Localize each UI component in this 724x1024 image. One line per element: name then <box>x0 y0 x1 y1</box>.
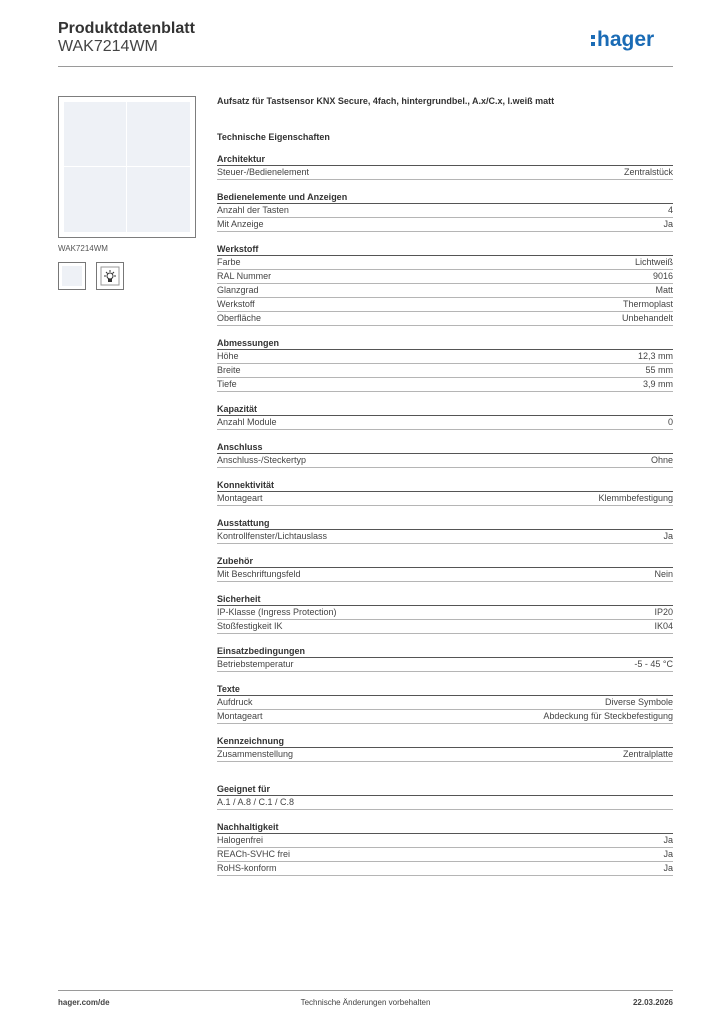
property-value: IK04 <box>654 621 673 631</box>
property-label: Tiefe <box>217 379 237 389</box>
product-thumbnail[interactable] <box>58 262 86 290</box>
property-value: Ja <box>663 531 673 541</box>
section-title: Kennzeichnung <box>217 735 673 748</box>
disclaimer: Technische Änderungen vorbehalten <box>300 998 431 1007</box>
property-row <box>217 364 673 378</box>
property-value: Nein <box>654 569 673 579</box>
property-value: Klemmbefestigung <box>598 493 673 503</box>
property-label: REACh-SVHC frei <box>217 849 291 859</box>
property-label: Mit Anzeige <box>217 219 264 229</box>
property-row <box>217 862 673 876</box>
section-kennzeichnung <box>217 735 673 762</box>
property-row <box>217 284 673 298</box>
property-row <box>217 620 673 634</box>
property-value: Thermoplast <box>622 299 673 309</box>
section-texte <box>217 683 673 724</box>
property-value: 55 mm <box>645 365 673 375</box>
property-label: Breite <box>217 365 241 375</box>
light-bulb-icon[interactable] <box>96 262 124 290</box>
website-link[interactable]: hager.com/de <box>58 998 110 1007</box>
property-value: Ja <box>663 219 673 229</box>
property-value: 3,9 mm <box>642 379 673 389</box>
property-value: Ja <box>663 835 673 845</box>
property-row <box>217 270 673 284</box>
property-row <box>217 416 673 430</box>
property-label: Steuer-/Bedienelement <box>217 167 310 177</box>
property-row <box>217 796 673 810</box>
property-label: Anzahl Module <box>217 417 277 427</box>
document-title: Produktdatenblatt <box>58 20 195 37</box>
section-sicherheit <box>217 593 673 634</box>
property-value: 0 <box>667 417 673 427</box>
property-row <box>217 312 673 326</box>
product-image[interactable] <box>58 96 196 238</box>
property-label: Betriebstemperatur <box>217 659 294 669</box>
section-title: Geeignet für <box>217 783 673 796</box>
property-label: Glanzgrad <box>217 285 259 295</box>
section-ausstattung <box>217 517 673 544</box>
product-code: WAK7214WM <box>58 38 158 55</box>
property-value: 12,3 mm <box>637 351 673 361</box>
property-row <box>217 350 673 364</box>
property-row <box>217 696 673 710</box>
property-row <box>217 606 673 620</box>
product-details <box>217 96 673 887</box>
property-row <box>217 218 673 232</box>
section-title: Konnektivität <box>217 479 673 492</box>
property-row <box>217 568 673 582</box>
property-row <box>217 454 673 468</box>
product-image-caption: WAK7214WM <box>58 244 108 253</box>
property-label: Halogenfrei <box>217 835 264 845</box>
property-value: Ja <box>663 863 673 873</box>
property-label: Kontrollfenster/Lichtauslass <box>217 531 328 541</box>
section-title: Nachhaltigkeit <box>217 821 673 834</box>
property-label: Farbe <box>217 257 241 267</box>
property-row <box>217 530 673 544</box>
property-label: RoHS-konform <box>217 863 277 873</box>
section-title: Werkstoff <box>217 243 673 256</box>
section-geeignet-fuer <box>217 783 673 810</box>
section-title: Zubehör <box>217 555 673 568</box>
property-row <box>217 204 673 218</box>
document-date: 22.03.2026 <box>632 998 673 1007</box>
property-label: Anschluss-/Steckertyp <box>217 455 307 465</box>
section-title: Bedienelemente und Anzeigen <box>217 191 673 204</box>
property-row <box>217 710 673 724</box>
property-label: Stoßfestigkeit IK <box>217 621 283 631</box>
section-title: Einsatzbedingungen <box>217 645 673 658</box>
section-werkstoff <box>217 243 673 326</box>
property-row <box>217 834 673 848</box>
property-label: Höhe <box>217 351 239 361</box>
property-label: Werkstoff <box>217 299 255 309</box>
section-title: Anschluss <box>217 441 673 454</box>
property-row <box>217 378 673 392</box>
technical-properties-heading: Technische Eigenschaften <box>217 132 330 142</box>
property-label: RAL Nummer <box>217 271 272 281</box>
section-kapazitaet <box>217 403 673 430</box>
property-row <box>217 166 673 180</box>
property-sections <box>217 153 673 762</box>
property-row <box>217 298 673 312</box>
property-value: 9016 <box>652 271 673 281</box>
svg-text:hager: hager <box>597 28 655 51</box>
property-row <box>217 748 673 762</box>
property-label: Aufdruck <box>217 697 253 707</box>
section-title: Texte <box>217 683 673 696</box>
section-einsatzbedingungen <box>217 645 673 672</box>
property-row <box>217 848 673 862</box>
property-value: 4 <box>667 205 673 215</box>
section-architektur <box>217 153 673 180</box>
page-header <box>58 20 673 64</box>
section-title: Sicherheit <box>217 593 673 606</box>
section-title: Ausstattung <box>217 517 673 530</box>
property-value: IP20 <box>654 607 673 617</box>
section-title: Abmessungen <box>217 337 673 350</box>
property-value: Zentralstück <box>623 167 673 177</box>
hager-logo <box>591 26 673 52</box>
property-value: Abdeckung für Steckbefestigung <box>543 711 673 721</box>
section-title: Kapazität <box>217 403 673 416</box>
property-value: Matt <box>655 285 673 295</box>
property-value: Ohne <box>650 455 673 465</box>
property-row <box>217 256 673 270</box>
property-value: Ja <box>663 849 673 859</box>
property-value: Lichtweiß <box>634 257 673 267</box>
property-label: Oberfläche <box>217 313 262 323</box>
property-label: Zusammenstellung <box>217 749 294 759</box>
additional-sections <box>217 783 673 876</box>
property-label: Anzahl der Tasten <box>217 205 289 215</box>
property-label: A.1 / A.8 / C.1 / C.8 <box>217 797 295 807</box>
property-row <box>217 492 673 506</box>
property-row <box>217 658 673 672</box>
product-description: Aufsatz für Tastsensor KNX Secure, 4fach, hintergrundbel., A.x/C.x, l.weiß matt <box>217 96 555 106</box>
property-label: IP-Klasse (Ingress Protection) <box>217 607 337 617</box>
property-value: Unbehandelt <box>621 313 673 323</box>
property-label: Montageart <box>217 711 263 721</box>
footer-divider <box>58 990 673 991</box>
section-title: Architektur <box>217 153 673 166</box>
section-zubehoer <box>217 555 673 582</box>
header-divider <box>58 66 673 67</box>
property-label: Mit Beschriftungsfeld <box>217 569 301 579</box>
section-konnektivitaet <box>217 479 673 506</box>
section-abmessungen <box>217 337 673 392</box>
section-anschluss <box>217 441 673 468</box>
property-value: Zentralplatte <box>622 749 673 759</box>
property-value: -5 - 45 °C <box>634 659 673 669</box>
property-value: Diverse Symbole <box>604 697 673 707</box>
section-bedienelemente-und-anzeigen <box>217 191 673 232</box>
page-footer <box>58 998 673 1010</box>
property-label: Montageart <box>217 493 263 503</box>
section-nachhaltigkeit <box>217 821 673 876</box>
